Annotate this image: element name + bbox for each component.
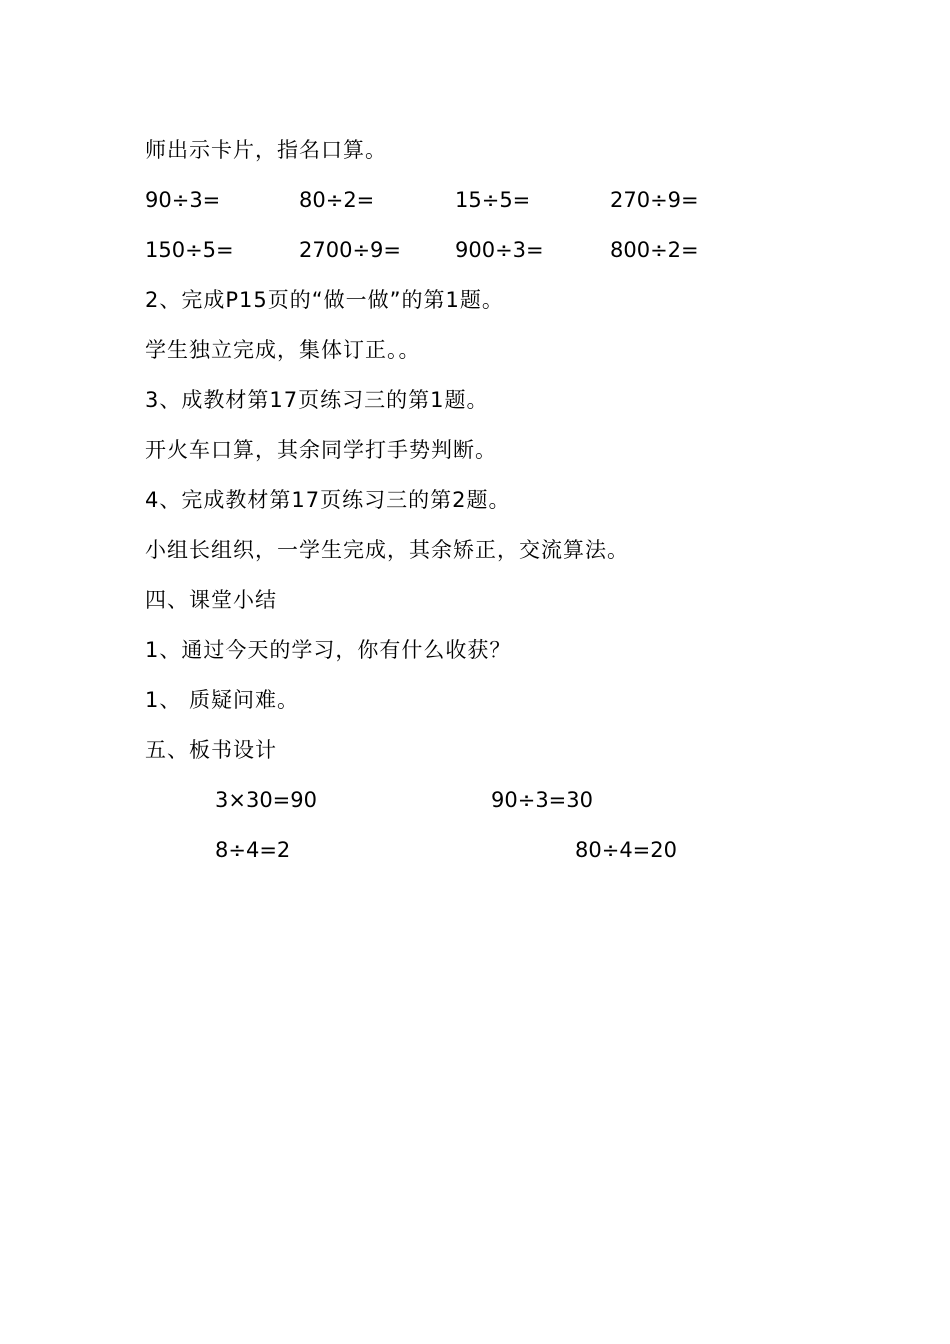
text-line-self-complete: 学生独立完成，集体订正。。 xyxy=(145,338,421,362)
text-line-group-leader: 小组长组织，一学生完成，其余矫正，交流算法。 xyxy=(145,538,629,562)
board-expression: 80÷4=20 xyxy=(575,838,677,862)
oral-expression: 80÷2= xyxy=(299,188,375,212)
oral-expression: 800÷2= xyxy=(610,238,699,262)
section-heading-board-design: 五、板书设计 xyxy=(145,738,277,762)
oral-expression: 15÷5= xyxy=(455,188,531,212)
board-expression: 3×30=90 xyxy=(215,788,317,812)
text-line-train-calc: 开火车口算，其余同学打手势判断。 xyxy=(145,438,497,462)
oral-expression: 90÷3= xyxy=(145,188,221,212)
text-line-item-2: 2、完成P15页的“做一做”的第1题。 xyxy=(145,288,504,312)
text-line-question: 1、通过今天的学习，你有什么收获？ xyxy=(145,638,512,662)
board-expression: 90÷3=30 xyxy=(491,788,593,812)
board-expression: 8÷4=2 xyxy=(215,838,291,862)
oral-expression: 150÷5= xyxy=(145,238,234,262)
text-line-teacher-cards: 师出示卡片，指名口算。 xyxy=(145,138,387,162)
section-heading-summary: 四、课堂小结 xyxy=(145,588,277,612)
text-line-questions-difficulties: 1、 质疑问难。 xyxy=(145,688,300,712)
oral-expression: 900÷3= xyxy=(455,238,544,262)
oral-expression: 270÷9= xyxy=(610,188,699,212)
text-line-item-3: 3、成教材第17页练习三的第1题。 xyxy=(145,388,489,412)
text-line-item-4: 4、完成教材第17页练习三的第2题。 xyxy=(145,488,511,512)
oral-expression: 2700÷9= xyxy=(299,238,401,262)
